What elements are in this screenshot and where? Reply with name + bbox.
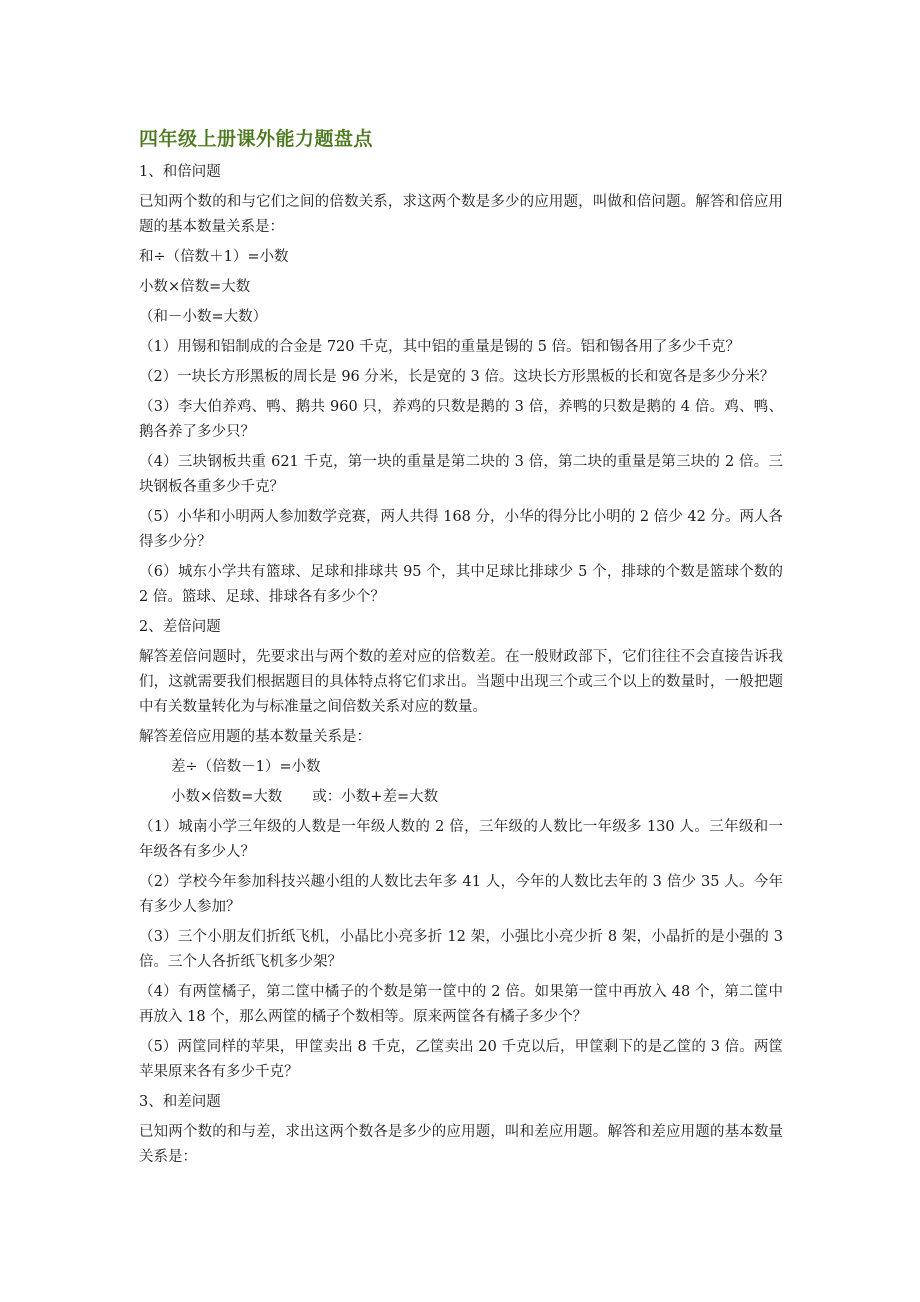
question: （3）三个小朋友们折纸飞机，小晶比小亮多折 12 架，小强比小亮少折 8 架，小晶折的是小强的 3 倍。三个人各折纸飞机多少架？ <box>139 929 783 970</box>
section-heading: 1、和倍问题 <box>139 164 221 180</box>
paragraph: 已知两个数的和与差，求出这两个数各是多少的应用题，叫和差应用题。解答和差应用题的基本数量关系是： <box>139 1124 783 1165</box>
question: （5）小华和小明两人参加数学竞赛，两人共得 168 分，小华的得分比小明的 2 倍少 42 分。两人各得多少分？ <box>139 509 783 550</box>
section-heading: 2、差倍问题 <box>139 619 221 635</box>
document-page <box>139 124 783 1175</box>
question: （3）李大伯养鸡、鸭、鹅共 960 只，养鸡的只数是鹅的 3 倍，养鸭的只数是鹅的 4 倍。鸡、鸭、鹅各养了多少只？ <box>139 399 783 440</box>
question: （1）用锡和铝制成的合金是 720 千克，其中铝的重量是锡的 5 倍。铝和锡各用了多少千克？ <box>139 339 741 355</box>
paragraph: 解答差倍应用题的基本数量关系是： <box>139 729 371 745</box>
question: （4）有两筐橘子，第二筐中橘子的个数是第一筐中的 2 倍。如果第一筐中再放入 48 个，第二筐中再放入 18 个，那么两筐的橘子个数相等。原来两筐各有橘子多少个？ <box>139 984 783 1025</box>
question: （4）三块钢板共重 621 千克，第一块的重量是第二块的 3 倍，第二块的重量是第三块的 2 倍。三块钢板各重多少千克？ <box>139 454 783 495</box>
formula: 小数×倍数=大数 <box>171 789 283 805</box>
formula: 差÷（倍数－1）=小数 <box>171 759 321 775</box>
formula-row <box>139 785 783 810</box>
paragraph: 已知两个数的和与它们之间的倍数关系，求这两个数是多少的应用题，叫做和倍问题。解答和倍应用题的基本数量关系是： <box>139 194 783 235</box>
formula: 小数×倍数=大数 <box>139 279 251 295</box>
paragraph: 解答差倍问题时，先要求出与两个数的差对应的倍数差。在一般财政部下，它们往往不会直接告诉我们，这就需要我们根据题目的具体特点将它们求出。当题中出现三个或三个以上的数量时，一般把题中有关数量转化为与标准量之间倍数关系对应的数量。 <box>139 649 783 715</box>
formula: 和÷（倍数＋1）=小数 <box>139 249 289 265</box>
document-title: 四年级上册课外能力题盘点 <box>139 128 374 150</box>
section-heading: 3、和差问题 <box>139 1094 221 1110</box>
formula: （和－小数=大数） <box>139 309 268 325</box>
question: （2）一块长方形黑板的周长是 96 分米，长是宽的 3 倍。这块长方形黑板的长和宽各是多少分米？ <box>139 369 775 385</box>
question: （6）城东小学共有篮球、足球和排球共 95 个，其中足球比排球少 5 个，排球的个数是篮球个数的 2 倍。篮球、足球、排球各有多少个？ <box>139 564 783 605</box>
question: （1）城南小学三年级的人数是一年级人数的 2 倍，三年级的人数比一年级多 130 人。三年级和一年级各有多少人？ <box>139 819 783 860</box>
formula: 或：小数+差=大数 <box>312 789 439 805</box>
question: （2）学校今年参加科技兴趣小组的人数比去年多 41 人，今年的人数比去年的 3 倍少 35 人。今年有多少人参加？ <box>139 874 783 915</box>
question: （5）两筐同样的苹果，甲筐卖出 8 千克，乙筐卖出 20 千克以后，甲筐剩下的是乙筐的 3 倍。两筐苹果原来各有多少千克？ <box>139 1039 783 1080</box>
